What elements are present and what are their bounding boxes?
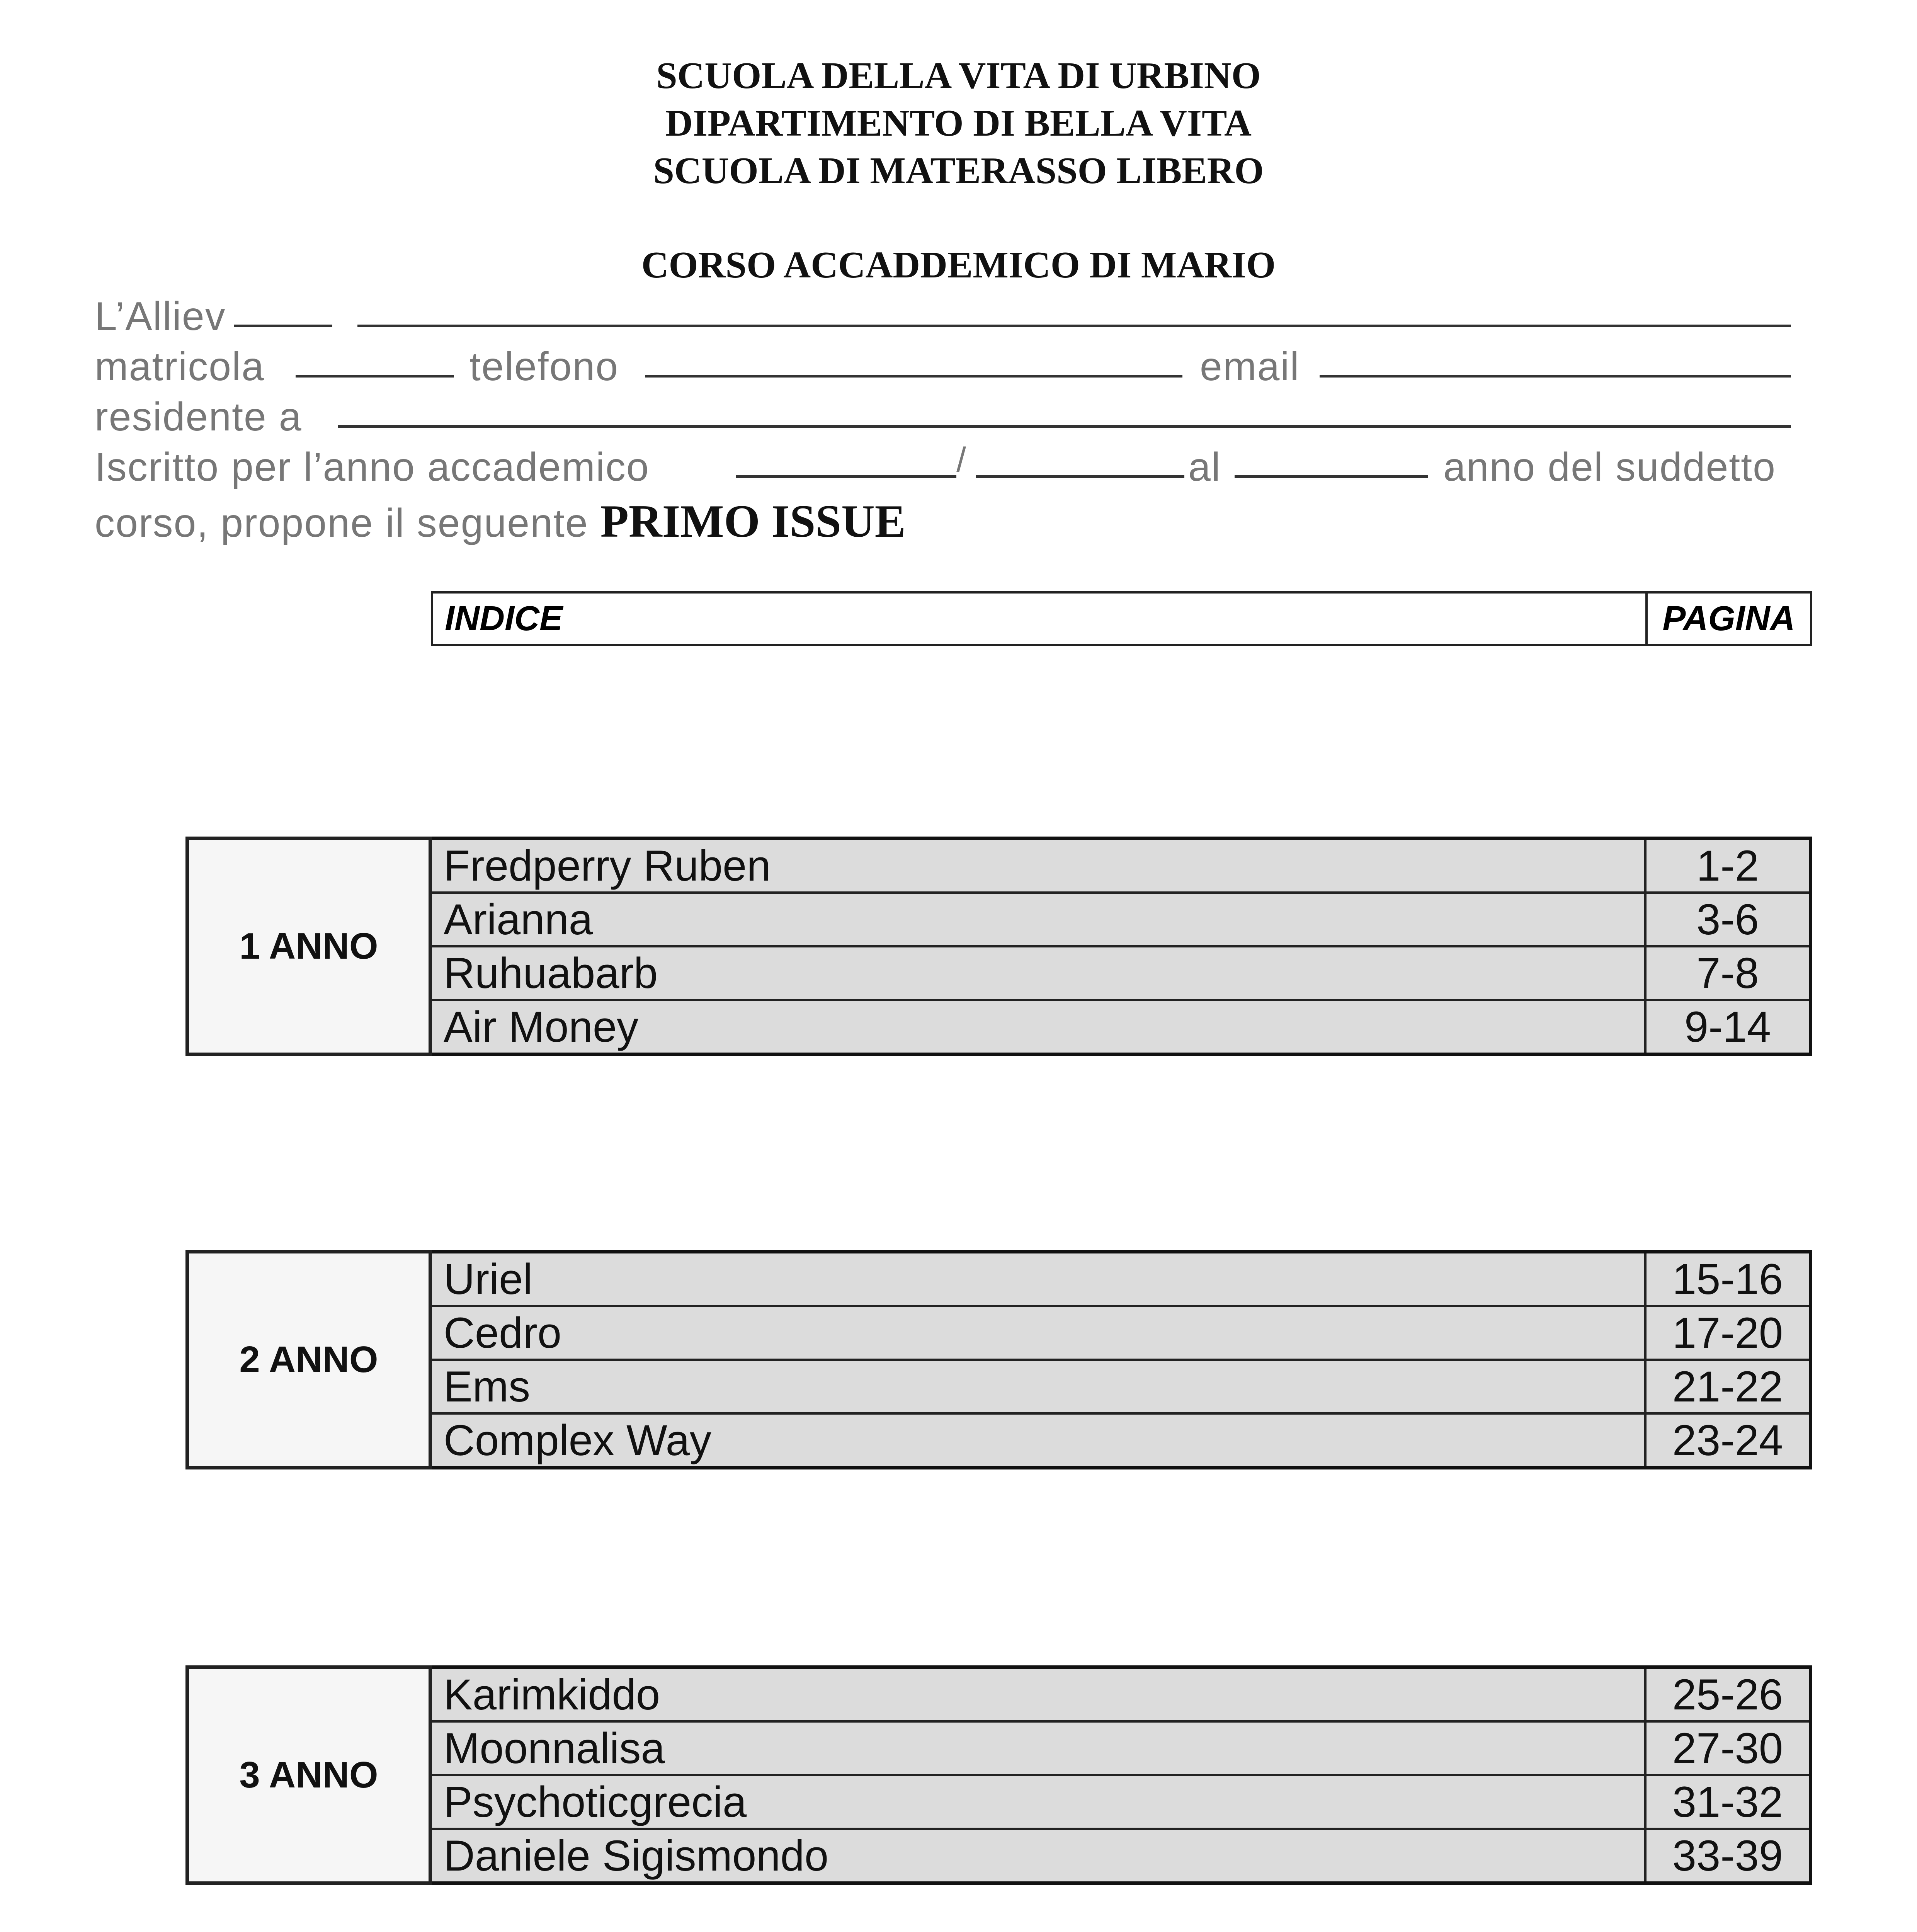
author-name: Ems bbox=[430, 1360, 1646, 1413]
page-header: PAGINA bbox=[1647, 592, 1811, 645]
table-row bbox=[187, 1306, 1811, 1360]
allievo-label: L’Alliev bbox=[95, 294, 226, 339]
author-name: Psychoticgrecia bbox=[430, 1775, 1646, 1829]
author-name: Cedro bbox=[430, 1306, 1646, 1360]
table-row bbox=[187, 1721, 1811, 1775]
page-range: 31-32 bbox=[1645, 1775, 1811, 1829]
table-row bbox=[187, 1000, 1811, 1054]
anno-end-field[interactable] bbox=[976, 475, 1184, 478]
year-label: 2 ANNO bbox=[187, 1252, 430, 1468]
anno-start-field[interactable] bbox=[736, 475, 956, 478]
table-row bbox=[187, 1252, 1811, 1306]
iscritto-label: Iscritto per l’anno accademico bbox=[95, 445, 650, 490]
index-header-table bbox=[431, 591, 1812, 646]
year-label: 1 ANNO bbox=[187, 838, 430, 1054]
allievo-row bbox=[95, 294, 226, 340]
table-row bbox=[187, 1829, 1811, 1883]
author-name: Air Money bbox=[430, 1000, 1646, 1054]
issue-title: PRIMO ISSUE bbox=[600, 495, 906, 547]
al-label: al bbox=[1188, 445, 1221, 490]
page-range: 17-20 bbox=[1645, 1306, 1811, 1360]
year-table-1 bbox=[185, 837, 1812, 1056]
author-name: Ruhuabarb bbox=[430, 946, 1646, 1000]
page-range: 1-2 bbox=[1645, 838, 1811, 893]
email-field[interactable] bbox=[1320, 375, 1791, 378]
page-range: 7-8 bbox=[1645, 946, 1811, 1000]
page-range: 15-16 bbox=[1645, 1252, 1811, 1306]
index-header: INDICE bbox=[432, 592, 1647, 645]
author-name: Complex Way bbox=[430, 1413, 1646, 1468]
author-name: Fredperry Ruben bbox=[430, 838, 1646, 893]
telefono-label: telefono bbox=[469, 344, 619, 389]
table-row bbox=[187, 946, 1811, 1000]
allievo-suffix-field[interactable] bbox=[234, 325, 332, 327]
school-name: SCUOLA DELLA VITA DI URBINO bbox=[656, 55, 1261, 97]
page-range: 3-6 bbox=[1645, 893, 1811, 946]
page-range: 25-26 bbox=[1645, 1667, 1811, 1722]
department-name: DIPARTIMENTO DI BELLA VITA bbox=[665, 102, 1252, 144]
year-label: 3 ANNO bbox=[187, 1667, 430, 1883]
anno-suddetto-label: anno del suddetto bbox=[1443, 445, 1776, 490]
corso-propone-row bbox=[95, 495, 906, 548]
matricola-field[interactable] bbox=[296, 375, 454, 378]
author-name: Arianna bbox=[430, 893, 1646, 946]
table-row bbox=[187, 1775, 1811, 1829]
matricola-label: matricola bbox=[95, 344, 265, 389]
year-table-3 bbox=[185, 1665, 1812, 1885]
page-range: 23-24 bbox=[1645, 1413, 1811, 1468]
author-name: Karimkiddo bbox=[430, 1667, 1646, 1722]
year-table-2 bbox=[185, 1250, 1812, 1469]
author-name: Daniele Sigismondo bbox=[430, 1829, 1646, 1883]
page-range: 9-14 bbox=[1645, 1000, 1811, 1054]
residente-label: residente a bbox=[95, 395, 302, 439]
table-row bbox=[187, 893, 1811, 946]
course-title: CORSO ACCADDEMICO DI MARIO bbox=[641, 244, 1276, 286]
page-range: 27-30 bbox=[1645, 1721, 1811, 1775]
table-row bbox=[187, 838, 1811, 893]
anno-slash: / bbox=[956, 441, 967, 480]
anno-corso-field[interactable] bbox=[1235, 475, 1428, 478]
email-label: email bbox=[1200, 344, 1300, 389]
table-row bbox=[187, 1413, 1811, 1468]
residente-field[interactable] bbox=[338, 425, 1791, 428]
telefono-field[interactable] bbox=[645, 375, 1182, 378]
school-subname: SCUOLA DI MATERASSO LIBERO bbox=[653, 150, 1264, 192]
author-name: Uriel bbox=[430, 1252, 1646, 1306]
page-range: 21-22 bbox=[1645, 1360, 1811, 1413]
table-row bbox=[187, 1360, 1811, 1413]
corso-propone-label: corso, propone il seguente bbox=[95, 501, 589, 546]
table-row bbox=[187, 1667, 1811, 1722]
page-range: 33-39 bbox=[1645, 1829, 1811, 1883]
allievo-name-field[interactable] bbox=[357, 325, 1791, 327]
author-name: Moonnalisa bbox=[430, 1721, 1646, 1775]
